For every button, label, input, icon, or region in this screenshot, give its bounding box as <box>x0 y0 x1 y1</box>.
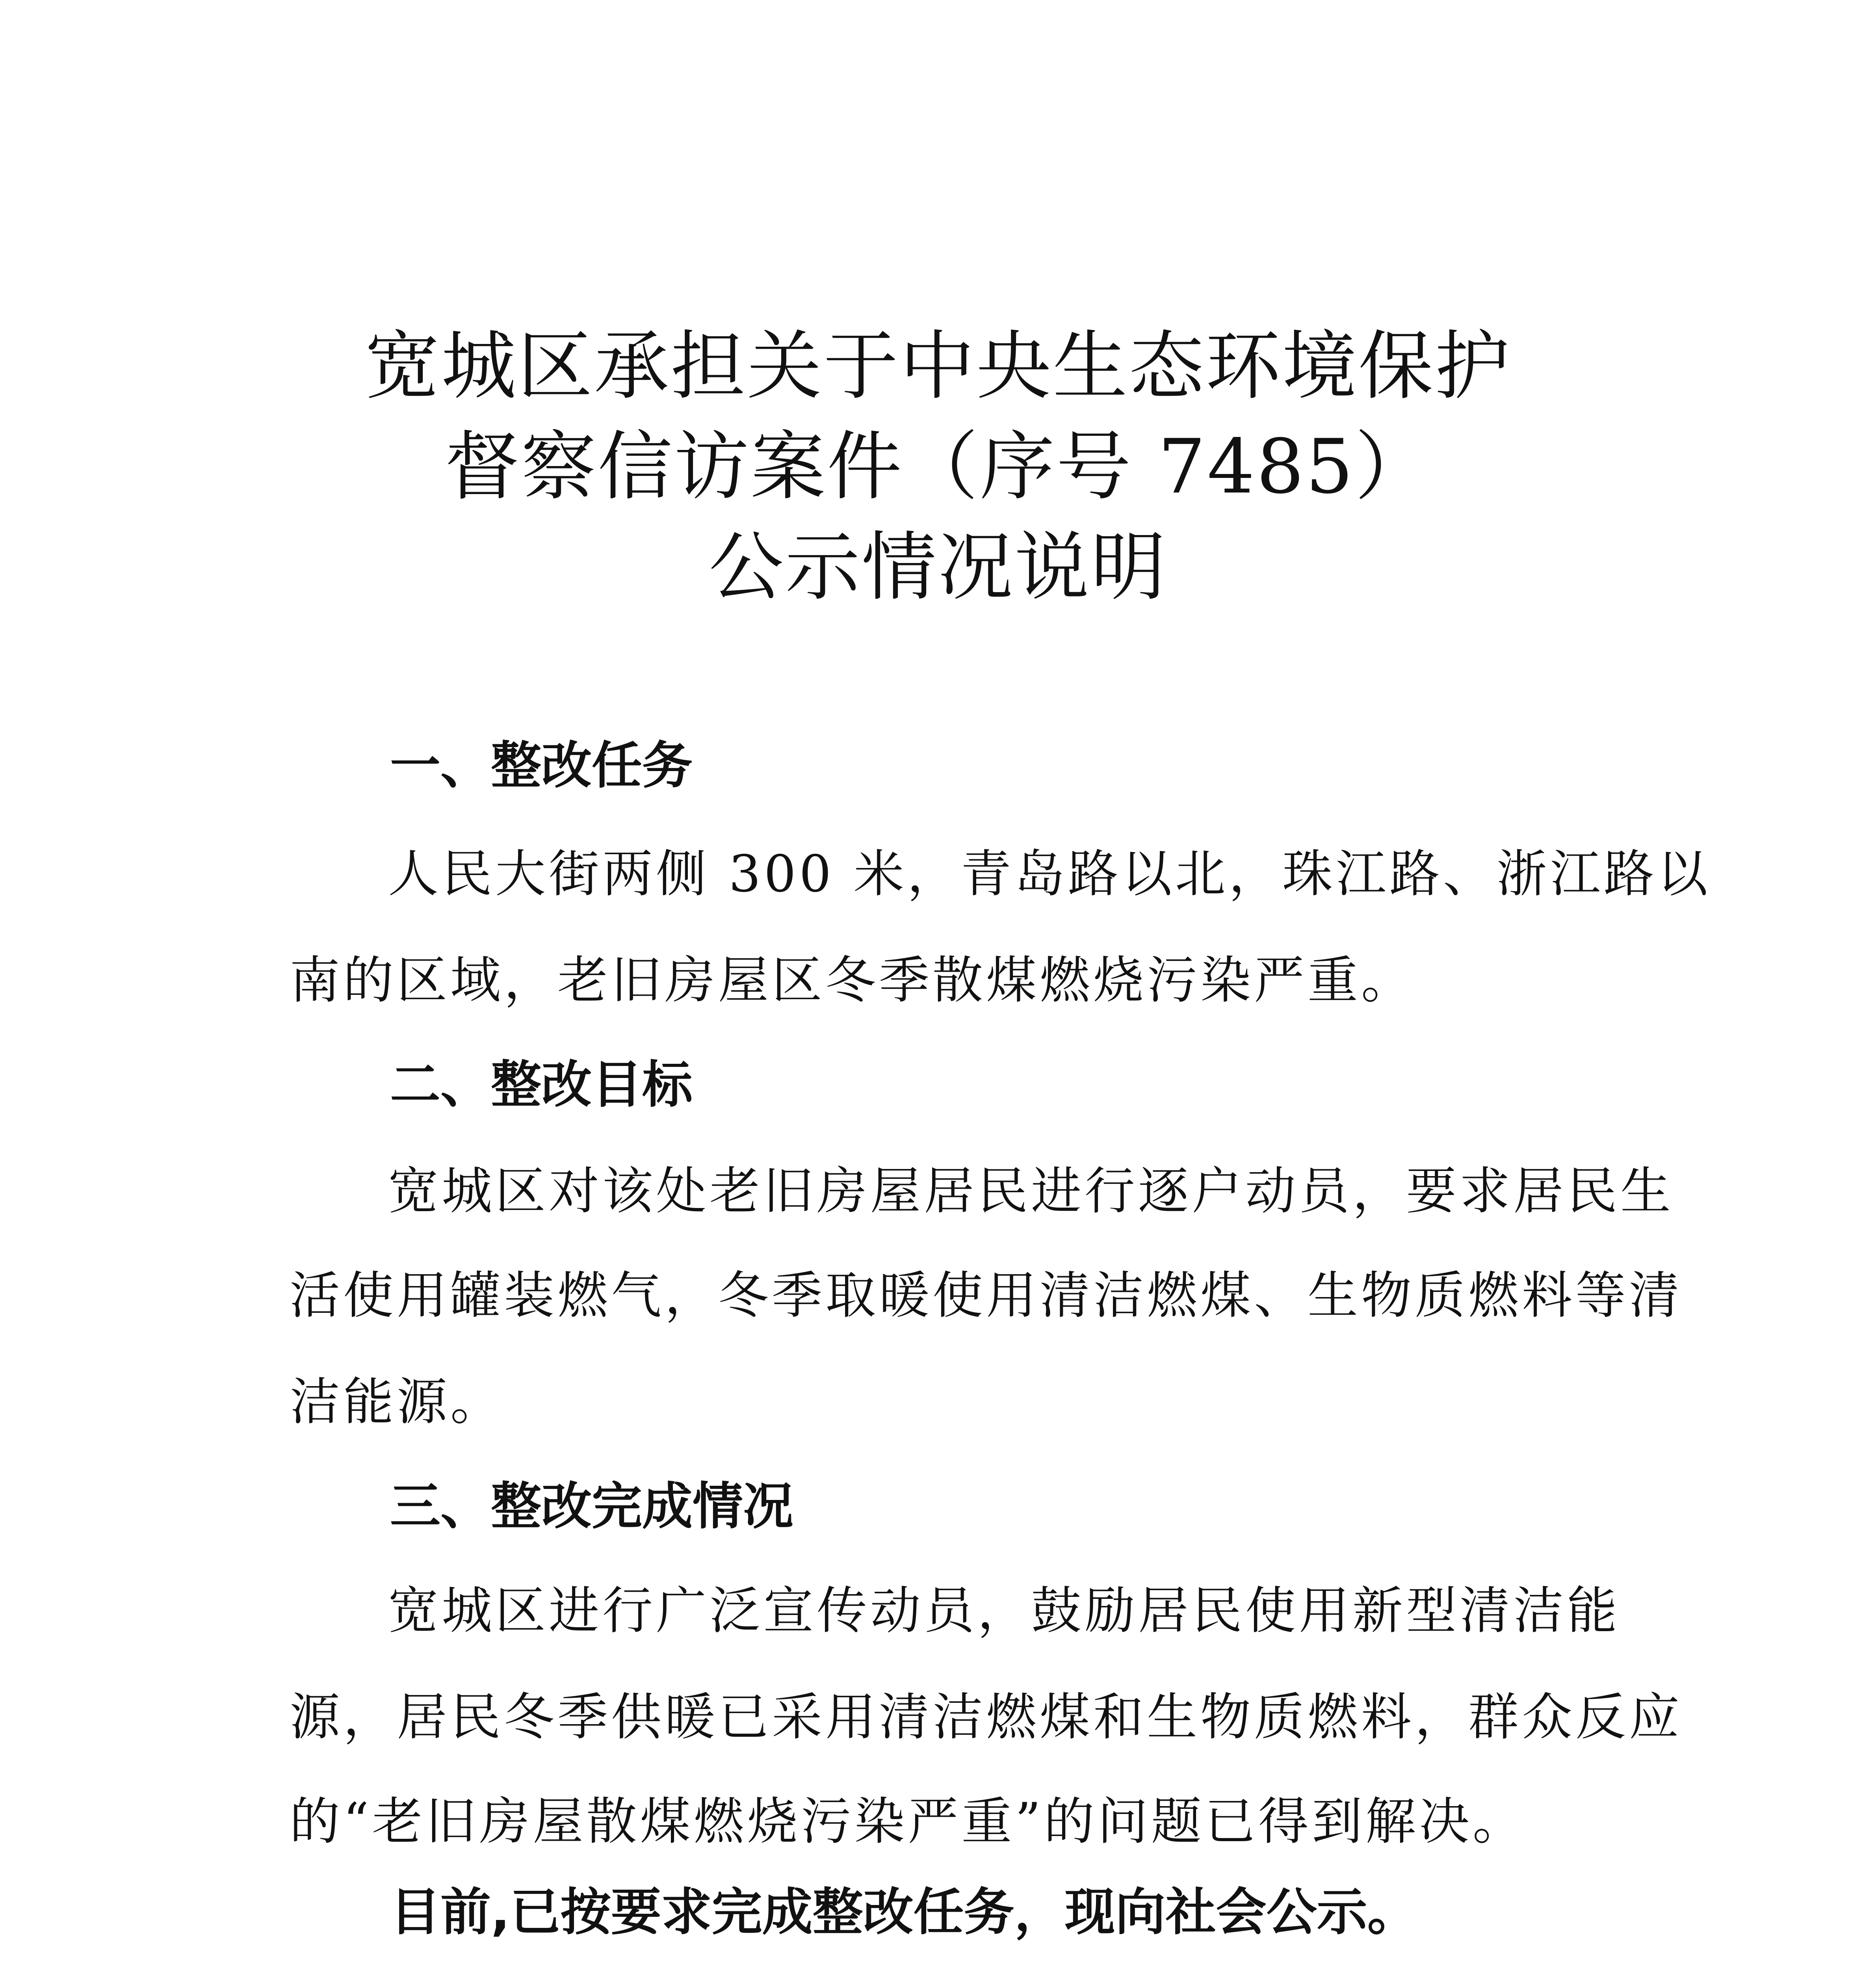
section-2-line-3: 洁能源。 <box>290 1373 504 1431</box>
document-title-line-2: 督察信访案件（序号 7485） <box>445 423 1431 510</box>
section-1-line-2: 南的区域，老旧房屋区冬季散煤燃烧污染严重。 <box>290 951 1415 1010</box>
section-heading-2: 二、整改目标 <box>390 1056 693 1114</box>
closing-statement: 目前,已按要求完成整改任务，现向社会公示。 <box>390 1883 1418 1942</box>
section-2-line-2: 活使用罐装燃气，冬季取暖使用清洁燃煤、生物质燃料等清 <box>290 1266 1683 1325</box>
section-3-line-1: 宽城区进行广泛宣传动员，鼓励居民使用新型清洁能 <box>388 1582 1621 1640</box>
section-3-line-3: 的“老旧房屋散煤燃烧污染严重”的问题已得到解决。 <box>290 1792 1526 1851</box>
section-3-line-2: 源，居民冬季供暖已采用清洁燃煤和生物质燃料，群众反应 <box>290 1688 1683 1747</box>
section-2-line-1: 宽城区对该处老旧房屋居民进行逐户动员，要求居民生 <box>388 1162 1674 1221</box>
section-heading-3: 三、整改完成情况 <box>390 1477 794 1536</box>
document-title-line-1: 宽城区承担关于中央生态环境保护 <box>364 323 1511 410</box>
document-title-line-3: 公示情况说明 <box>708 524 1167 611</box>
section-1-line-1: 人民大街两侧 300 米，青岛路以北，珠江路、浙江路以 <box>388 845 1711 903</box>
section-heading-1: 一、整改任务 <box>390 736 693 795</box>
